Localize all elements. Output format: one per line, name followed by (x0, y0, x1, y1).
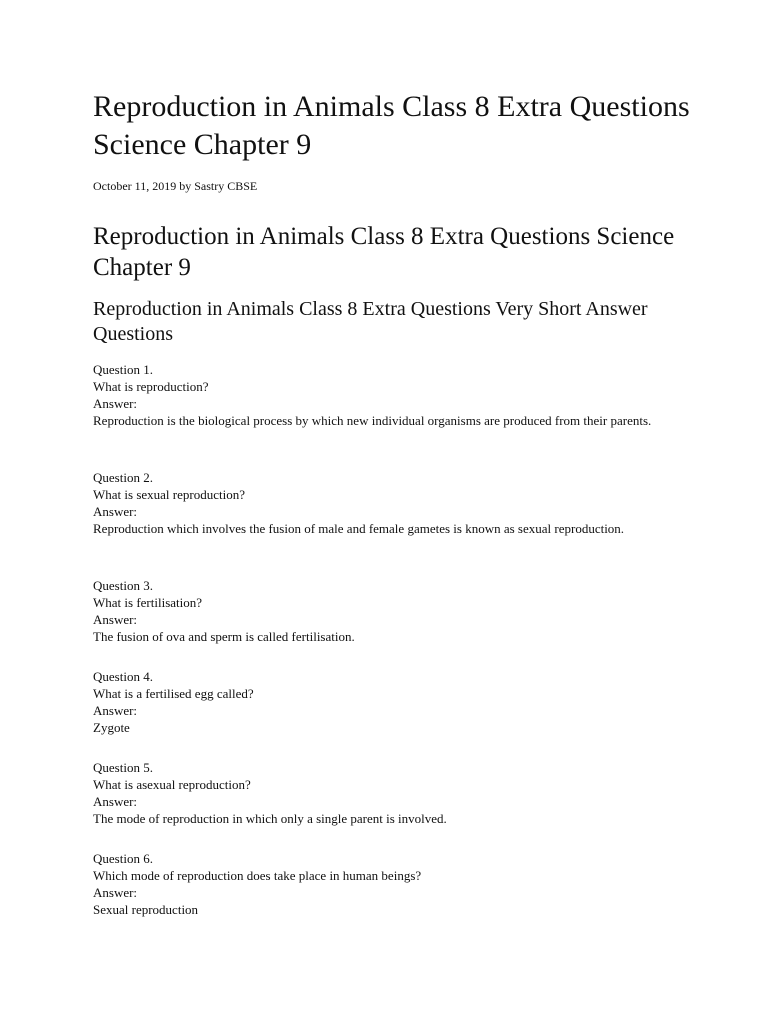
answer-text: The fusion of ova and sperm is called fertilisation. (93, 629, 355, 644)
question-label: Question 6. (93, 851, 153, 866)
answer-text: The mode of reproduction in which only a single parent is involved. (93, 811, 447, 826)
answer-label: Answer: (93, 885, 138, 900)
question-text: What is sexual reproduction? (93, 487, 245, 502)
article-title: Reproduction in Animals Class 8 Extra Questions Science Chapter 9 (93, 90, 690, 161)
post-by: by (179, 179, 192, 193)
question-text: What is a fertilised egg called? (93, 686, 254, 701)
answer-label: Answer: (93, 504, 138, 519)
answer-text: Zygote (93, 720, 130, 735)
question-label: Question 1. (93, 362, 153, 377)
answer-label: Answer: (93, 396, 138, 411)
answer-text: Reproduction is the biological process by which new individual organisms are produced from their parents. (93, 413, 652, 428)
question-label: Question 2. (93, 470, 153, 485)
answer-text: Sexual reproduction (93, 902, 199, 917)
question-text: What is reproduction? (93, 379, 209, 394)
section-subheading: Reproduction in Animals Class 8 Extra Questions Very Short Answer Questions (93, 298, 648, 345)
section-heading: Reproduction in Animals Class 8 Extra Questions Science Chapter 9 (93, 223, 675, 281)
question-label: Question 4. (93, 669, 153, 684)
question-text: What is asexual reproduction? (93, 777, 251, 792)
answer-text: Reproduction which involves the fusion of male and female gametes is known as sexual reproduction. (93, 521, 625, 536)
answer-label: Answer: (93, 794, 138, 809)
post-meta (93, 178, 257, 194)
question-block-6 (93, 850, 693, 918)
question-block-5 (93, 759, 693, 827)
question-block-4 (93, 668, 693, 736)
question-label: Question 3. (93, 578, 153, 593)
answer-label: Answer: (93, 703, 138, 718)
question-block-3 (93, 577, 693, 645)
question-text: Which mode of reproduction does take place in human beings? (93, 868, 422, 883)
question-text: What is fertilisation? (93, 595, 203, 610)
question-block-2 (93, 469, 693, 537)
answer-label: Answer: (93, 612, 138, 627)
post-date[interactable]: October 11, 2019 (93, 179, 177, 193)
post-author[interactable]: Sastry CBSE (194, 179, 258, 193)
question-block-1 (93, 361, 693, 429)
question-label: Question 5. (93, 760, 153, 775)
